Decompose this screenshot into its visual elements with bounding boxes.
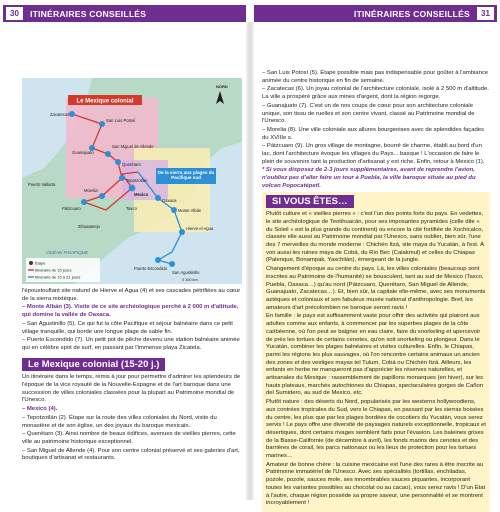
- compass-label: NORD: [216, 84, 228, 89]
- stop-marker: [179, 229, 185, 235]
- city-label: Zihuatanejo: [78, 224, 100, 229]
- city-label: Puerto Escondido: [134, 266, 168, 271]
- left-paragraph: – Tepotzotlán (2). Étape sur la route des villes coloniales du Nord, visite du monastère et de son église, un des joyaux du baroque mexicain.: [22, 414, 217, 429]
- city-label: San Luis Potosí: [106, 118, 136, 123]
- city-label: Monte Albán: [178, 208, 202, 213]
- book-gutter: [246, 22, 254, 500]
- stop-marker: [99, 121, 105, 127]
- city-label: Zacatecas: [50, 112, 70, 117]
- left-paragraph: – Mexico (4).: [22, 406, 58, 413]
- city-label: Oaxaca: [162, 198, 177, 203]
- right-page-number: 31: [477, 7, 494, 20]
- stop-marker: [69, 111, 75, 117]
- tips-paragraph: Amateur de bonne chère : la cuisine mexicaine est l'une des rares à être inscrite au Patrimoine immatériel de l'Unesco. Avec ses spécialités (tortillas, enchiladas, pozole, pozole, sauces mole, ses innombrables sauces piquantes, incorporant toutes les variantes possibles au chocolat ou au cacao), vous serez ravis ! D'un État à l'autre, chaque région possède sa propre saveur, une personnalité et se montrent incroyablement !: [266, 461, 486, 507]
- right-header-title: ITINÉRAIRES CONSEILLÉS: [353, 8, 470, 19]
- tips-paragraph: Plutôt nature : des déserts du Nord, popularisés par les westerns hollywoodiens, aux contrées tropicales du Sud, vers le Chiapas, en passant par les sierras boisées du centre, les plus que par les plages bordées de cocotiers du Yucatán, vous serez servis ! Le pays offre une diversité de paysages naturels exceptionnelle, tropicaux et désertiques, dont certains rivages semblent faits pour l'évasion. Les baleines grises de la Basse-Californie (de décembre à avril), les fonds marins des cenotes et des barrières de corail, les parcs nationaux ou les lieux de protection pour les tortues marines…: [266, 399, 486, 460]
- stop-marker: [155, 257, 161, 263]
- stop-marker: [171, 207, 177, 213]
- city-label: Taxco: [126, 206, 137, 211]
- left-paragraph: l'époustouflant site naturel de Hierve el Agua (4) et ses cascades pétrifiées au cœur de la sierra mixtèque.: [22, 288, 241, 302]
- left-header-title: ITINÉRAIRES CONSEILLÉS: [30, 8, 147, 19]
- right-paragraph: – San Luis Potosí (5). Étape possible mais pas indispensable pour goûter à l'ambiance animée du centre historique en fin de semaine.: [262, 70, 489, 84]
- section-heading-colonial: Le Mexique colonial (15-20 j.): [22, 358, 165, 372]
- legend-label: Itinéraire de 15 jours: [35, 267, 72, 273]
- stop-marker: [105, 151, 111, 157]
- stop-marker: [115, 159, 121, 165]
- right-paragraph: – Guanajuato (7). C'est un de nos coups de cœur pour son architecture coloniale unique, son tissu de ruelles et son centre vivant, classé au Patrimoine mondial de l'Unesco.: [262, 102, 475, 125]
- south-label: De la sierra aux plages du Pacifique sud: [157, 170, 215, 181]
- left-page-header: [3, 5, 246, 22]
- legend-stop-icon: [29, 261, 33, 265]
- city-label: Hierve el Agua: [186, 226, 214, 231]
- colonial-label: Le Mexique colonial: [76, 98, 134, 105]
- stop-marker: [119, 175, 125, 181]
- left-column: [22, 288, 242, 464]
- section-heading-si-vous-etes: SI VOUS ÊTES…: [266, 195, 354, 209]
- city-label: Querétaro: [122, 162, 141, 167]
- city-label: Tepotzotlán: [126, 178, 148, 183]
- stop-marker: [81, 199, 87, 205]
- left-paragraph: – San Agustinillo (5). Ce qui fut la côte Pacifique et séjour balnéaire dans ce petit village tranquille, qui borde une longue plage de sable fin.: [22, 320, 233, 335]
- right-note: * Si vous disposez de 2-3 jours supplémentaires, avant de reprendre l'avion, n'oubliez pas d'aller faire un tour à Puebla, la ville baroque située au pied du volcan Popocatépetl.: [262, 167, 476, 189]
- left-paragraph: – Puerto Escondido (7). Un petit pot de pêche devenu une station balnéaire animée qui en célèbre spot de surf, en passant par l'immense playa Zicatela.: [22, 337, 240, 351]
- tips-box: [262, 192, 490, 512]
- city-label: Mexico: [134, 192, 149, 197]
- right-page-header: [254, 5, 497, 22]
- city-label: San Agustinillo: [172, 270, 200, 275]
- map-scale: 0 100 km: [182, 278, 198, 282]
- stop-marker: [99, 193, 105, 199]
- left-page-number: 30: [6, 7, 23, 20]
- tips-paragraph: Plutôt culture et « vieilles pierres » : c'est l'un des points forts du pays. En vedettes, le site archéologique de Teotihuacán, pour ses imposantes pyramides (celle dite « du Soleil » est la plus grande du continent) ou encore la cité fortifiée de Xochicalco, classée elle aussi au Patrimoine mondial par l'Unesco, sans oublier, bien sûr, l'une des 7 merveilles du monde moderne : Chichén Itzá, site maya du Yucatán, à l'est. À voir aussi les ruines maya de Cobá, du Río Bec (Calakmul) et celles du Chiapas (Palenque, Bonampak, Yaxchilán), émergeant de la jungle.: [266, 211, 485, 264]
- right-column: [262, 70, 490, 512]
- left-paragraph: Un itinéraire dans le temps, remis à jour pour permettre d'admirer les splendeurs de l'époque de la vice royauté de la Nouvelle-Espagne et de l'art baroque dans une succession de villes coloniales classées pour la plupart au Patrimoine mondial de l'Unesco.: [22, 374, 241, 404]
- city-label: San Miguel de Allende: [112, 144, 154, 149]
- legend-label: Itinéraire de 15 à 21 jours: [35, 274, 81, 280]
- right-paragraph: – Pátzcuaro (9). Un gros village de montagne, bourré de charme, établi au bord d'un lac, dont l'architecture évoque les villages du Pays... basque ! L'occasion de faire le plein de souvenirs tant la production d'artisanat y est riche. Enfin, retour à Mexico (1).: [262, 143, 485, 165]
- right-paragraph: – Morelia (8). Une ville coloniale aux allures bourgeoises avec de splendides façades du XVIIIe s.: [262, 126, 485, 141]
- ocean-label: OCÉAN PACIFIQUE: [46, 250, 89, 255]
- tips-paragraph: En famille : le pays est suffisamment vaste pour offrir des activités qui plairont aux adultes comme aux enfants, à commencer par les superbes plages de la côte caribéenne, où l'on peut se baigner en eau claire, faire du snorkeling et apercevoir de près les tortues de certains cenotes, qu'on soit snorkeling ou plongeur. Dans le Yucatán, combiner les plages balnéaires et visites culturelles. Enfin, le Chiapas, parmi les régions les plus sauvages, où l'on rencontre certains animaux un ancien des zones et des vestiges mayas tel Tulum, Cobá ou Chichén Itzá. Ailleurs, les enfants en herbe ne manqueront pas d'apprécier les réserves naturelles, et artisanales du Mexique : rassemblement de papillons monarques (en hiver), sur les hauts plateaux, marchés autochtones du Chiapas, spectaculaires gorges de Cañon del Sumidero, au sud de Mexico, etc.: [266, 313, 484, 397]
- city-label: Morelia: [84, 188, 98, 193]
- itinerary-map: [22, 78, 242, 284]
- left-paragraph: – San Miguel de Allende (4). Pour son centre colonial préservé et ses galeries d'art, boutiques d'artisanat et restaurants.: [22, 447, 240, 462]
- stop-marker: [155, 195, 161, 201]
- city-label: Guanajuato: [72, 150, 94, 155]
- left-paragraph: – Querétaro (3). Ainsi nombre de beaux édifices, avenues de vieilles pierres, cette ville au patrimoine historique exceptionnel.: [22, 431, 236, 445]
- legend-label: Étape: [35, 260, 46, 266]
- left-paragraph: – Monte Albán (3). Visite de ce site archéologique perché à 2 000 m d'altitude, qui domine la vallée de Oaxaca.: [22, 304, 239, 319]
- stop-marker: [169, 261, 175, 267]
- stop-marker: [129, 185, 136, 192]
- city-label: Pátzcuaro: [62, 206, 81, 211]
- tips-paragraph: Changement d'époque au centre du pays. Là, les villes coloniales (beaucoup sont inscrites au Patrimoine de l'humanité) se bousculent, tant au sud de Mexico (Taxco, Puebla, Oaxaca…) qu'au nord (Pátzcuaro, Querétaro, San Miguel de Allende, Guanajuato, Zacatecas…). Et, bien sûr, la capitale elle-même, avec ses monuments aztèques et coloniaux et son fabuleux musée national d'anthropologie. Bref, les amateurs d'art précolombien ne baroque seront ravis !: [266, 266, 486, 311]
- right-paragraph: – Zacatecas (6). Un joyau colonial de l'architecture coloniale, isolé à 2 500 m d'altitude. La ville a prospéré grâce aux mines d'argent, dont la région regorge.: [262, 86, 489, 101]
- map-legend: [26, 258, 100, 282]
- city-label: Puerto Vallarta: [28, 182, 56, 187]
